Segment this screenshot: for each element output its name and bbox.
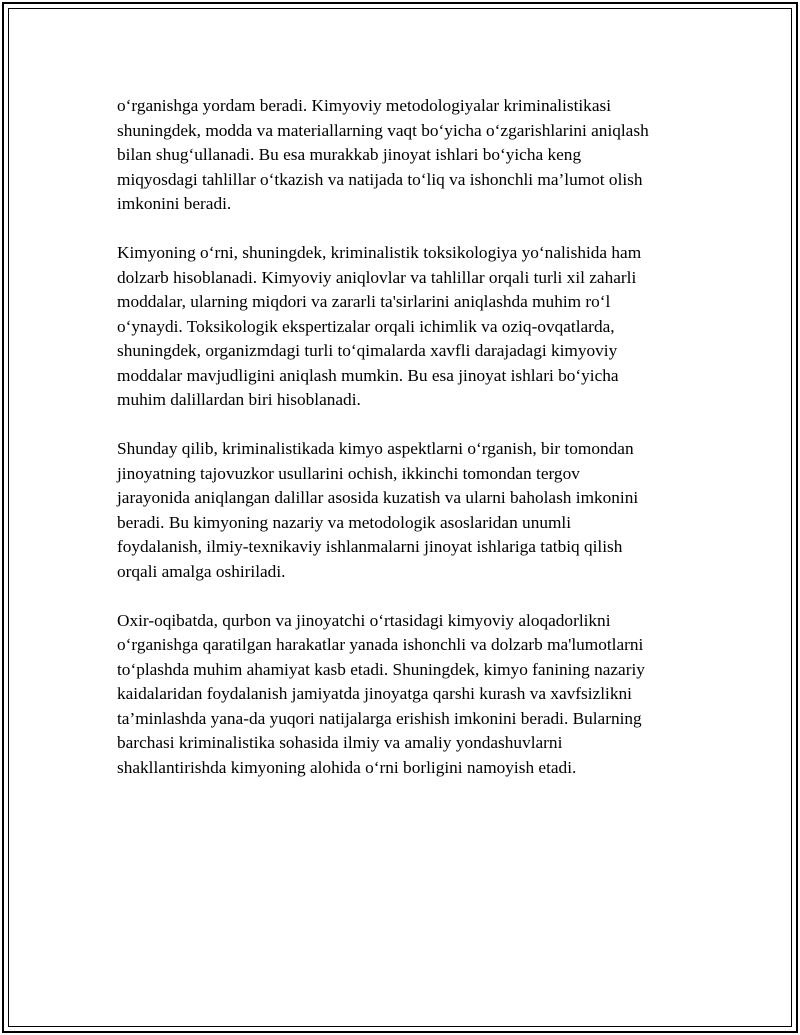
document-body <box>117 94 707 805</box>
text-line: foydalanish, ilmiy-texnikaviy ishlanmalarni jinoyat ishlariga tatbiq qilish <box>117 537 623 556</box>
text-line: barchasi kriminalistika sohasida ilmiy va amaliy yondashuvlarni <box>117 733 563 752</box>
paragraph-1 <box>117 94 707 217</box>
text-line: Shunday qilib, kriminalistikada kimyo aspektlarni o‘rganish, bir tomondan <box>117 439 634 458</box>
paragraph-3 <box>117 437 707 584</box>
text-line: Oxir-oqibatda, qurbon va jinoyatchi o‘rtasidagi kimyoviy aloqadorlikni <box>117 610 611 630</box>
paragraph-2 <box>117 241 707 413</box>
text-line: shuningdek, modda va materiallarning vaqt bo‘yicha o‘zgarishlarini aniqlash <box>117 120 649 140</box>
text-line: moddalar mavjudligini aniqlash mumkin. Bu esa jinoyat ishlari bo‘yicha <box>117 365 619 385</box>
paragraph-4 <box>117 609 707 781</box>
text-line: miqyosdagi tahlillar o‘tkazish va natijada to‘liq va ishonchli ma’lumot olish <box>117 169 643 189</box>
text-line: bilan shug‘ullanadi. Bu esa murakkab jinoyat ishlari bo‘yicha keng <box>117 145 582 164</box>
text-line: shuningdek, organizmdagi turli to‘qimalarda xavfli darajadagi kimyoviy <box>117 341 618 360</box>
text-line: o‘rganishga yordam beradi. Kimyoviy metodologiyalar kriminalistikasi <box>117 96 612 115</box>
text-line: imkonini beradi. <box>117 194 232 213</box>
text-line: moddalar, ularning miqdori va zararli ta'sirlarini aniqlashda muhim ro‘l <box>117 292 611 311</box>
text-line: kaidalaridan foydalanish jamiyatda jinoyatga qarshi kurash va xavfsizlikni <box>117 684 632 703</box>
text-line: muhim dalillardan biri hisoblanadi. <box>117 390 361 409</box>
text-line: jinoyatning tajovuzkor usullarini ochish, ikkinchi tomondan tergov <box>117 463 580 483</box>
text-line: jarayonida aniqlangan dalillar asosida kuzatish va ularni baholash imkonini <box>117 488 639 507</box>
text-line: o‘ynaydi. Toksikologik ekspertizalar orqali ichimlik va oziq-ovqatlarda, <box>117 316 615 336</box>
text-line: ta’minlashda yana-da yuqori natijalarga erishish imkonini beradi. Bularning <box>117 708 642 728</box>
text-line: beradi. Bu kimyoning nazariy va metodologik asoslaridan unumli <box>117 512 572 532</box>
text-line: o‘rganishga qaratilgan harakatlar yanada ishonchli va dolzarb ma'lumotlarni <box>117 635 644 654</box>
text-line: Kimyoning o‘rni, shuningdek, kriminalistik toksikologiya yo‘nalishida ham <box>117 243 642 262</box>
text-line: dolzarb hisoblanadi. Kimyoviy aniqlovlar va tahlillar orqali turli xil zaharli <box>117 267 637 287</box>
text-line: to‘plashda muhim ahamiyat kasb etadi. Shuningdek, kimyo fanining nazariy <box>117 659 645 679</box>
text-line: orqali amalga oshiriladi. <box>117 561 286 581</box>
text-line: shakllantirishda kimyoning alohida o‘rni borligini namoyish etadi. <box>117 757 577 777</box>
